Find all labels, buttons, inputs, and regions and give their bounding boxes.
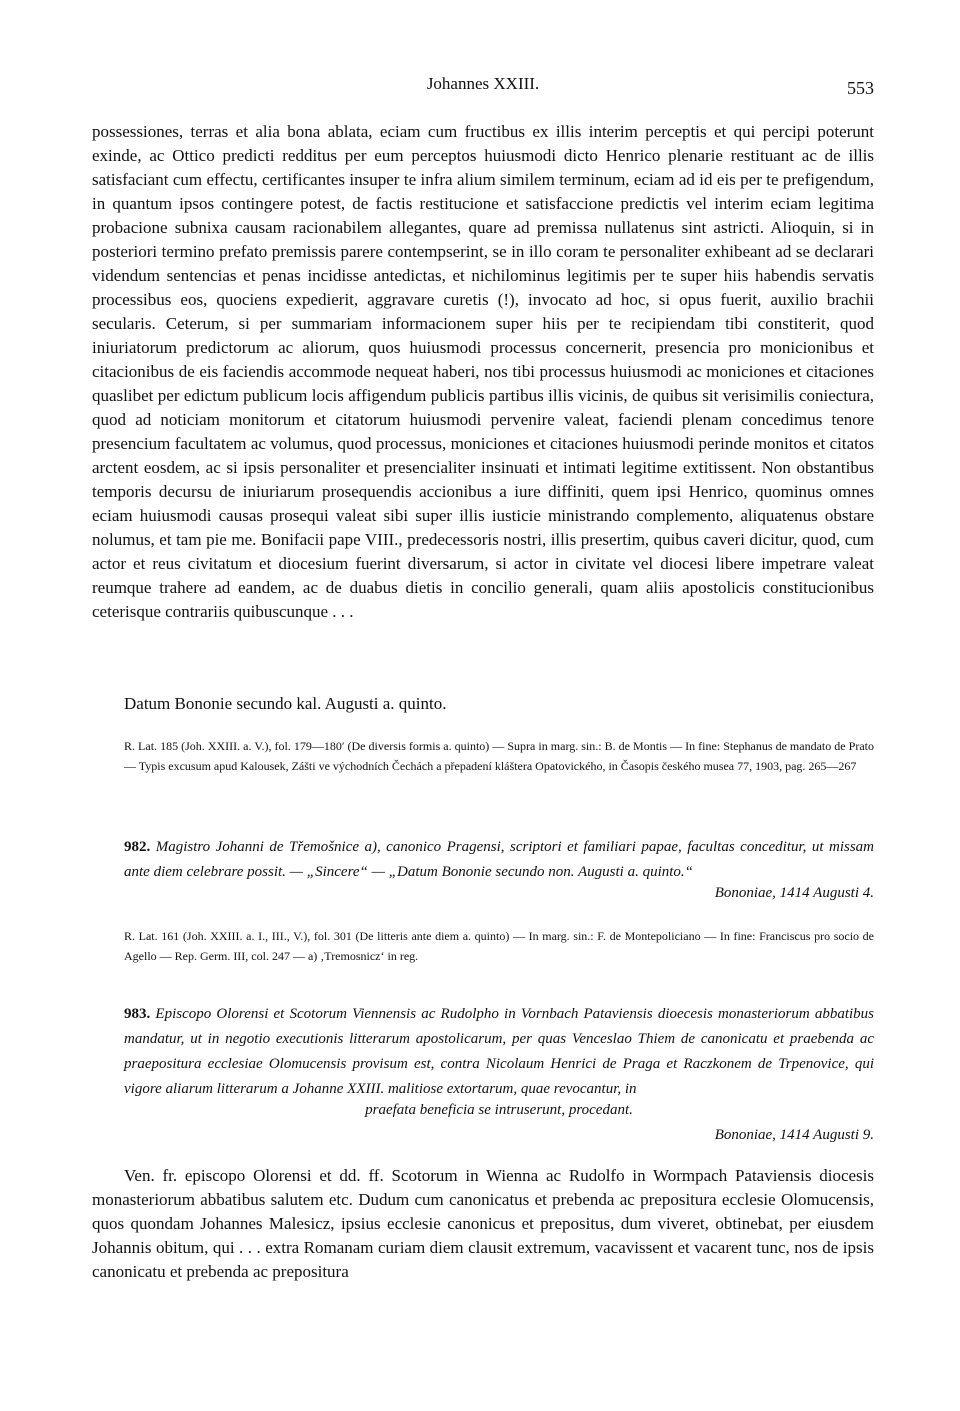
footnote-apparatus-1: R. Lat. 185 (Joh. XXIII. a. V.), fol. 179—180′ (De diversis formis a. quinto) — Supra in marg. sin.: B. de Montis — In fine: Stephanus de mandato de Prato — Typis excusum apud Kalousek, Zášti ve východních Čechách a přepadení kláštera Opatovického, in Časopis českého musea 77, 1903, pag. 265—267 bbox=[124, 739, 874, 773]
entry-983-regest bbox=[124, 1002, 874, 1102]
entry-983-summary: Episcopo Olorensi et Scotorum Viennensis ac Rudolpho in Vornbach Pataviensis dioecesis monasteriorum abbatibus mandatur, ut in negotio executionis litterarum apostolicarum, per quas Venceslao Thiem de canonicatu et praebenda ac praepositura ecclesiae Olomucensis provisum est, contra Nicolaum Henrici de Praga et Raczkonem de Trpenovice, qui vigore aliarum litterarum a Johanne XXIII. malitiose extortarum, quae revocantur, in bbox=[124, 1006, 874, 1097]
page-number: 553 bbox=[847, 78, 874, 98]
entry-983-number: 983. bbox=[124, 1006, 151, 1022]
main-paragraph: possessiones, terras et alia bona ablata, eciam cum fructibus ex illis interim perceptis et qui percipi poterunt exinde, ac Ottico predicti redditus per eum perceptos huiusmodi dicto Henrico plenarie restituant ac de illis satisfaciant cum effectu, certificantes insuper te infra alium similem terminum, eciam ad id eis per te prefigendum, in quantum ipsos contingere potest, de factis restitucione et satisfaccione predictis vel interim eciam legitima probacione subnixa causam racionabilem allegantes, quare ad premissa nullatenus sint astricti. Alioquin, si in posteriori termino prefato premissis parere contempserint, se in illo coram te personaliter exhibeant ad se declarari videndum sentencias et penas incidisse antedictas, et nichilominus legitimis per te super hiis habendis servatis processibus eos, quociens expedierit, aggravare curetis (!), invocato ad hoc, si opus fuerit, auxilio brachii secularis. Ceterum, si per summariam informacionem super hiis per te recipiendam tibi constiterit, quod iniuriatorum predictorum ac aliorum, quos huiusmodi processus concernerit, presencia pro monicionibus et citacionibus de eis faciendis accommode nequeat haberi, nos tibi processus huiusmodi ac moniciones et citaciones quaslibet per edictum publicum locis affigendum publicis partibus illis vicinis, de quibus sit verisimilis coniectura, quod ad noticiam monitorum et citatorum huiusmodi pervenire valeat, faciendi plenam concedimus tenore presencium facultatem ac volumus, quod processus, moniciones et citaciones huiusmodi perinde monitos et citatos arctent eosdem, ac si ipsis personaliter et presencialiter insinuati et intimati legitime extitissent. Non obstantibus temporis decursu de iniuriarum prosequendis accionibus a iure diffiniti, quem ipsi Henrico, quominus omnes eciam huiusmodi causas prosequi valeat sibi super illis iusticie ministrando complemento, aliquatenus obstare nolumus, et tam pie me. Bonifacii pape VIII., predecessoris nostri, illis presertim, quibus caveri dicitur, quod, cum actor et reus civitatum et diocesium fuerint diversarum, si actor in civitate vel diocesi libere impetrare valeat reumque trahere ad eandem, ac de duabus dietis in concilio generali, quam aliis apostolicis constitucionibus ceterisque contrariis quibuscunque . . . bbox=[92, 122, 874, 621]
entry-983-text-block bbox=[92, 1164, 874, 1284]
entry-982-dateline: Bononiae, 1414 Augusti 4. bbox=[714, 885, 874, 901]
entry-983-dateline: Bononiae, 1414 Augusti 9. bbox=[714, 1127, 874, 1143]
entry-983-summary-last-line: praefata beneficia se intruserunt, procedant. bbox=[365, 1102, 633, 1118]
entry-983-paragraph: Ven. fr. episcopo Olorensi et dd. ff. Scotorum in Wienna ac Rudolfo in Wormpach Pataviensis diocesis monasteriorum abbatibus salutem etc. Dudum cum canonicatus et prebenda ac prepositura ecclesie Olomucensis, quos quondam Johannes Malesicz, ipsius ecclesie canonicus et prepositus, dum viveret, obtinebat, per eiusdem Johannis obitum, qui . . . extra Romanam curiam diem clausit extremum, vacavissent et vacarent tunc, nos de ipsis canonicatu et prebenda ac prepositura bbox=[92, 1166, 874, 1281]
main-text-block bbox=[92, 120, 874, 720]
entry-982-number: 982. bbox=[124, 839, 151, 855]
running-head bbox=[92, 74, 874, 102]
entry-982-summary: Magistro Johanni de Třemošnice a), canonico Pragensi, scriptori et familiari papae, facultas conceditur, ut missam ante diem celebrare possit. — „Sincere“ — „Datum Bononie secundo non. Augusti a. quinto.“ bbox=[124, 839, 875, 880]
entry-982-regest bbox=[124, 835, 874, 885]
running-title: Johannes XXIII. bbox=[426, 74, 540, 93]
entry-982-note: R. Lat. 161 (Joh. XXIII. a. I., III., V.), fol. 301 (De litteris ante diem a. quinto) — In marg. sin.: F. de Montepoliciano — In fine: Franciscus pro socio de Agello — Rep. Germ. III, col. 247 — a) ‚Tremosnicz‘ in reg. bbox=[124, 929, 874, 963]
datum-line: Datum Bononie secundo kal. Augusti a. quinto. bbox=[124, 694, 447, 713]
